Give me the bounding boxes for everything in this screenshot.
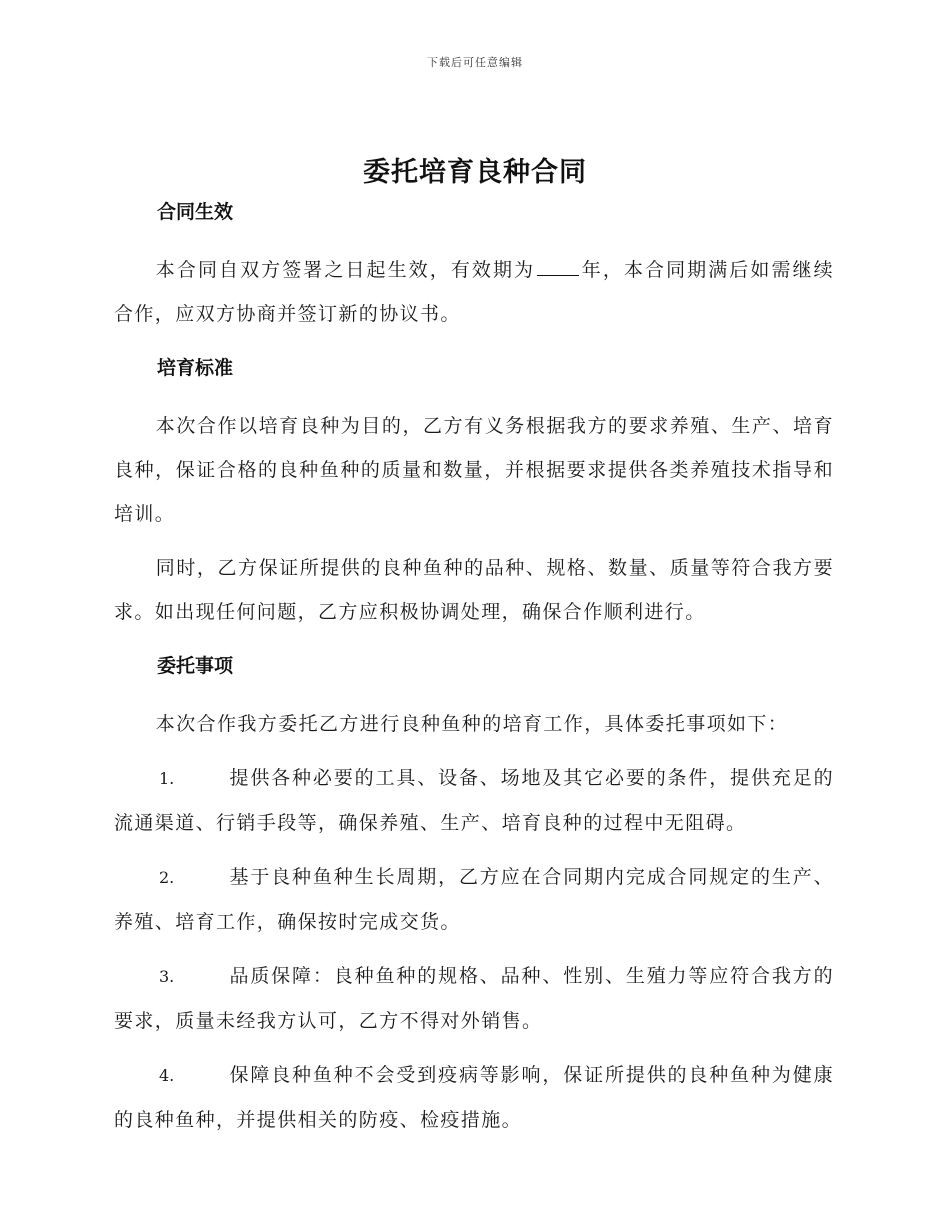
section-heading-entrusted-matters: 委托事项: [157, 655, 234, 677]
paragraph-entrusted-intro: 本次合作我方委托乙方进行良种鱼种的培育工作，具体委托事项如下：: [155, 713, 789, 735]
paragraph-standard-1: 本次合作以培育良种为目的，乙方有义务根据我方的要求养殖、生产、培育良种，保证合格的良种鱼种的质量和数量，并根据要求提供各类养殖技术指导和培训。: [114, 415, 834, 525]
list-item: [114, 1053, 834, 1142]
list-item: [114, 855, 834, 944]
paragraph-standard-2: 同时，乙方保证所提供的良种鱼种的品种、规格、数量、质量等符合我方要求。如出现任何问题，乙方应积极协调处理，确保合作顺利进行。: [114, 557, 834, 623]
list-number: 3.: [159, 967, 175, 986]
list-item: [114, 954, 834, 1043]
section-heading-effect: 合同生效: [157, 201, 234, 223]
paragraph-text: 年，本合同期满后如需继续合作，应双方协商并签订新的协议书。: [114, 259, 835, 325]
paragraph-text: 本合同自双方签署之日起生效，有效期为: [155, 259, 536, 281]
header-note: 下载后可任意编辑: [427, 56, 523, 69]
list-item: [114, 756, 834, 845]
document-title: 委托培育良种合同: [363, 157, 587, 188]
paragraph-effect: [114, 248, 834, 336]
list-number: 2.: [159, 868, 175, 887]
section-heading-standard: 培育标准: [157, 357, 234, 379]
list-item-text: 提供各种必要的工具、设备、场地及其它必要的条件，提供充足的流通渠道、行销手段等，确保养殖、生产、培育良种的过程中无阻碍。: [114, 767, 834, 834]
list-item-text: 保障良种鱼种不会受到疫病等影响，保证所提供的良种鱼种为健康的良种鱼种，并提供相关的防疫、检疫措施。: [114, 1064, 834, 1131]
list-item-text: 品质保障：良种鱼种的规格、品种、性别、生殖力等应符合我方的要求，质量未经我方认可，乙方不得对外销售。: [114, 965, 834, 1032]
list-number: 1.: [159, 769, 175, 788]
list-number: 4.: [159, 1066, 175, 1085]
list-item-text: 基于良种鱼种生长周期，乙方应在合同期内完成合同规定的生产、养殖、培育工作，确保按时完成交货。: [114, 866, 834, 933]
document-body: [114, 196, 834, 1152]
blank-years-field: [537, 257, 579, 276]
